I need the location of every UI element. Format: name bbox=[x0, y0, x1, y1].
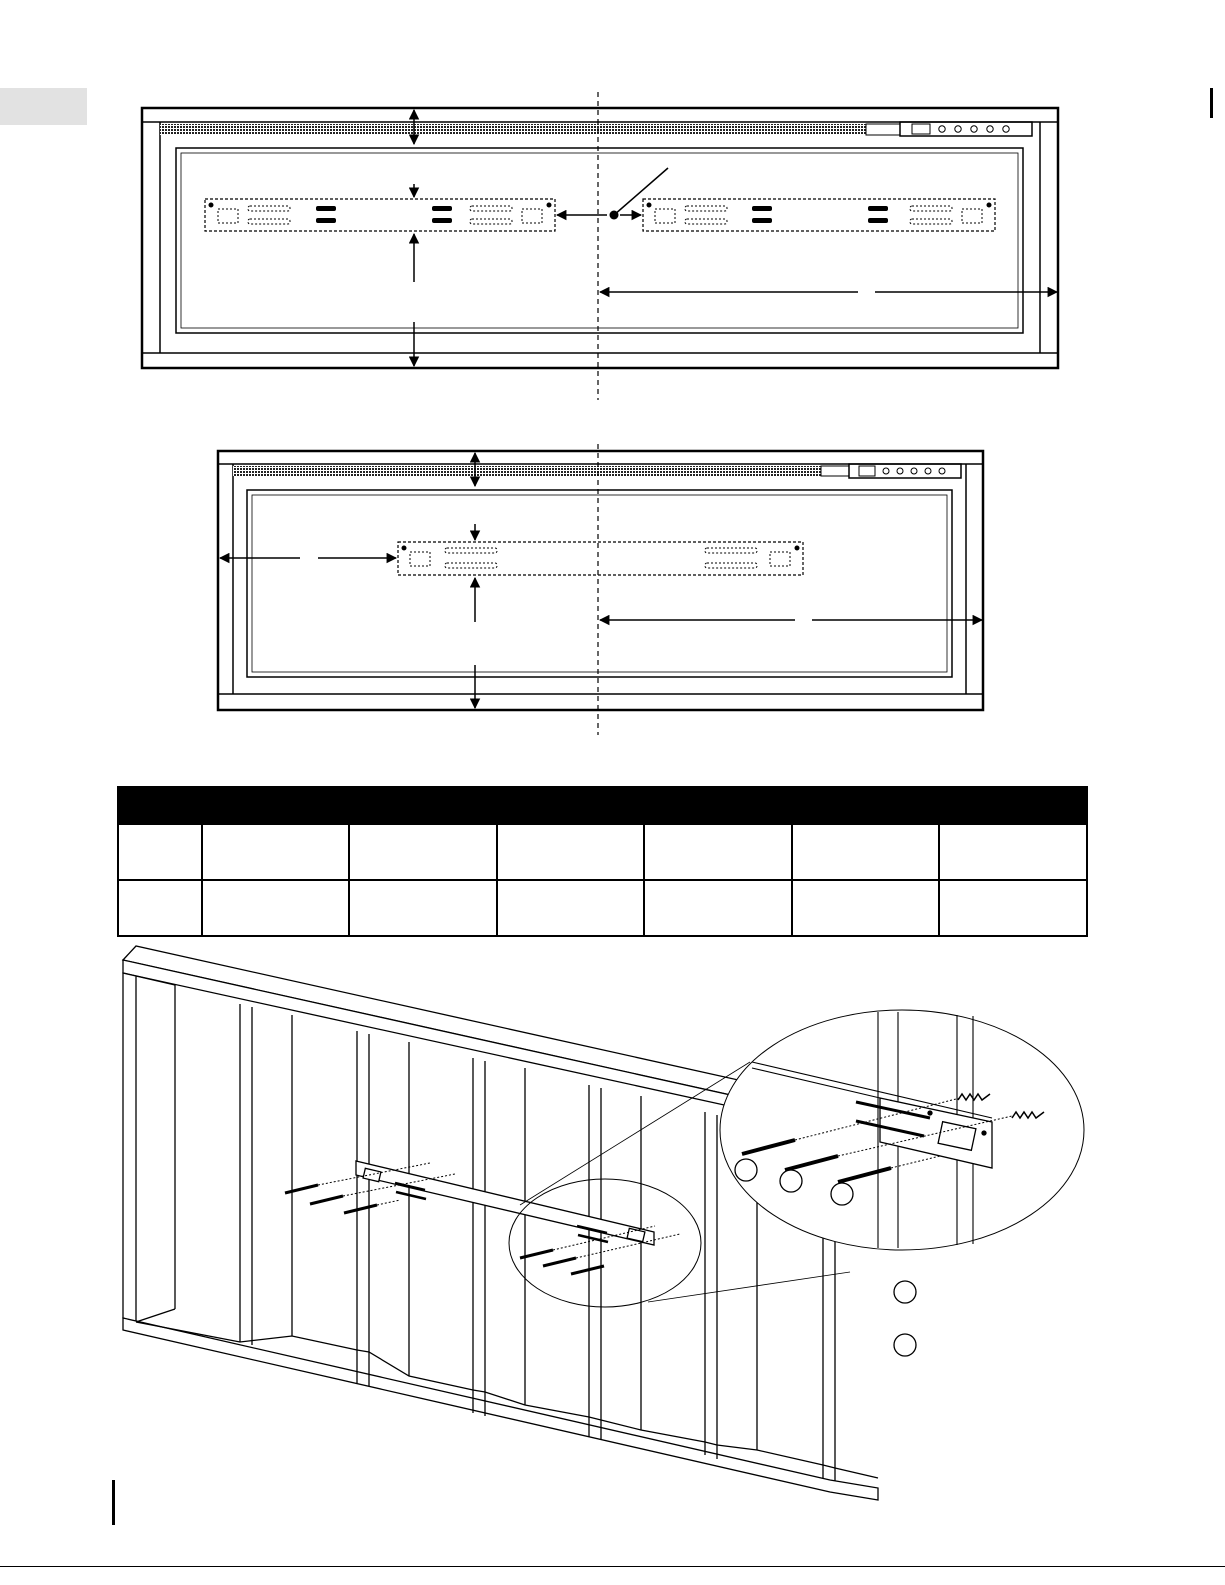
table-cell bbox=[118, 824, 202, 880]
screw-icon bbox=[285, 1185, 604, 1274]
table-cell bbox=[497, 824, 644, 880]
wall-bracket-right bbox=[643, 199, 995, 231]
wall-framing-illustration bbox=[123, 946, 882, 1500]
detail-callout-magnified bbox=[720, 1010, 1084, 1250]
table-cell bbox=[939, 824, 1087, 880]
table-row bbox=[118, 880, 1087, 936]
leader-line bbox=[614, 168, 668, 215]
footer-rule bbox=[0, 1566, 1225, 1567]
detail-callout-small bbox=[509, 1179, 701, 1307]
table-cell bbox=[792, 880, 939, 936]
table-cell bbox=[349, 880, 497, 936]
heater-grille bbox=[233, 466, 821, 476]
control-button-icon bbox=[883, 468, 945, 474]
control-button-icon bbox=[939, 126, 1009, 132]
table-cell bbox=[118, 880, 202, 936]
fireplace-elevation-one-bracket bbox=[218, 444, 983, 735]
margin-bar bbox=[112, 1480, 115, 1525]
viewing-glass bbox=[176, 148, 1023, 333]
table-header-row bbox=[118, 787, 1087, 824]
table-row bbox=[118, 824, 1087, 880]
dimension-table bbox=[117, 786, 1088, 937]
wall-bracket-left bbox=[205, 199, 555, 231]
heater-grille bbox=[160, 124, 866, 135]
table-cell bbox=[349, 824, 497, 880]
fireplace-elevation-two-brackets bbox=[142, 92, 1058, 400]
table-header bbox=[118, 787, 1087, 824]
viewing-glass bbox=[247, 490, 952, 677]
wall-bracket-center bbox=[398, 542, 803, 575]
table-cell bbox=[202, 880, 349, 936]
table-cell bbox=[202, 824, 349, 880]
legend-callout-circle-icon bbox=[894, 1281, 916, 1356]
table-cell bbox=[497, 880, 644, 936]
table-cell bbox=[792, 824, 939, 880]
table-cell bbox=[644, 880, 792, 936]
table-cell bbox=[939, 880, 1087, 936]
wall-bracket-mounted bbox=[356, 1161, 654, 1245]
dimension-arrow-icon bbox=[220, 453, 982, 708]
table-cell bbox=[644, 824, 792, 880]
